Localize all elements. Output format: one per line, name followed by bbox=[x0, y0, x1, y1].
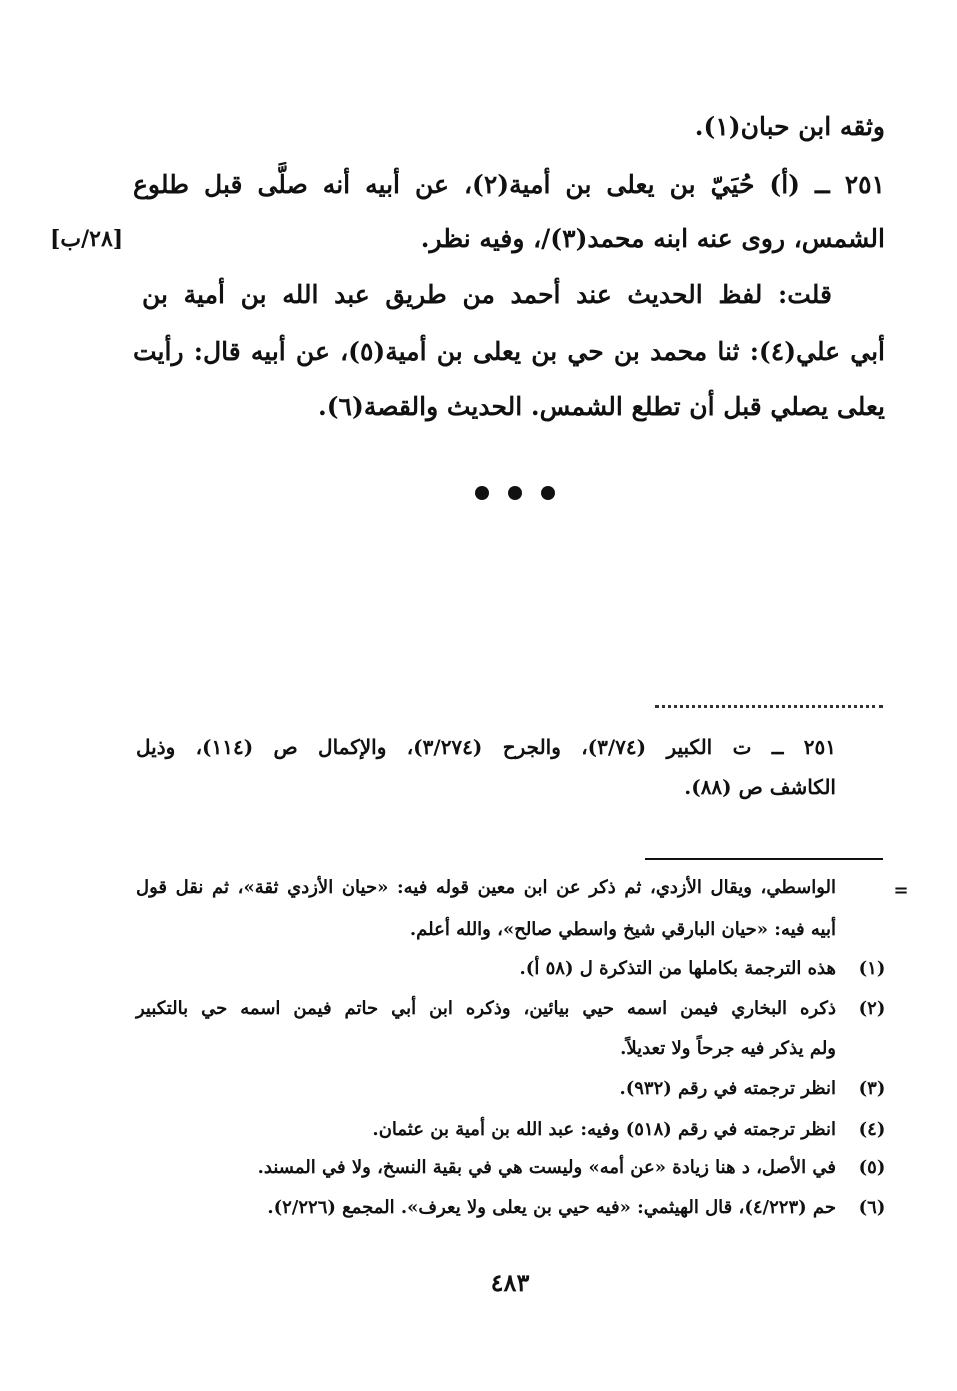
footnote-1-number: (١) bbox=[858, 958, 886, 979]
manuscript-folio-marker: [٢٨/ب] bbox=[50, 226, 124, 252]
footnote-separator-rule bbox=[645, 858, 883, 860]
footnote-4-number: (٤) bbox=[858, 1119, 886, 1140]
footnote-2-line-1: ذكره البخاري فيمن اسمه حيي بيائين، وذكره ابن أبي حاتم فيمن اسمه حي بالتكبير bbox=[136, 998, 836, 1019]
footnote-2-line-2: ولم يذكر فيه جرحاً ولا تعديلاً. bbox=[620, 1038, 836, 1059]
main-text-line-1: وثقه ابن حبان(١). bbox=[694, 112, 885, 141]
source-note-dotted-rule bbox=[655, 705, 883, 708]
separator-dot-icon bbox=[541, 486, 555, 500]
main-text-line-6: يعلى يصلي قبل أن تطلع الشمس. الحديث والقصة(٦). bbox=[318, 392, 885, 421]
footnote-6-number: (٦) bbox=[858, 1197, 886, 1218]
footnote-1-text: هذه الترجمة بكاملها من التذكرة ل (٥٨ أ). bbox=[519, 958, 836, 979]
footnote-5-text: في الأصل، د هنا زيادة «عن أمه» وليست هي في بقية النسخ، ولا في المسند. bbox=[257, 1157, 836, 1178]
source-note-line-1: ٢٥١ ــ ت الكبير (٣/٧٤)، والجرح (٣/٢٧٤)، والإكمال ص (١١٤)، وذيل bbox=[136, 735, 836, 759]
footnote-3-text: انظر ترجمته في رقم (٩٣٢). bbox=[619, 1078, 836, 1099]
footnote-2-number: (٢) bbox=[858, 998, 886, 1019]
main-text-line-3: الشمس، روى عنه ابنه محمد(٣)/، وفيه نظر. bbox=[420, 224, 885, 253]
footnote-5-number: (٥) bbox=[858, 1157, 886, 1178]
main-text-line-5: أبي علي(٤): ثنا محمد بن حي بن يعلى بن أمية(٥)، عن أبيه قال: رأيت bbox=[133, 337, 885, 366]
separator-dot-icon bbox=[475, 486, 489, 500]
main-text-line-2: ٢٥١ ــ (أ) حُيَيّ بن يعلى بن أمية(٢)، عن أبيه أنه صلَّى قبل طلوع bbox=[133, 170, 885, 199]
section-separator-dots bbox=[475, 485, 555, 501]
source-note-line-2: الكاشف ص (٨٨). bbox=[684, 775, 836, 799]
footnote-4-text: انظر ترجمته في رقم (٥١٨) وفيه: عبد الله بن أمية بن عثمان. bbox=[372, 1119, 836, 1140]
footnote-6-text: حم (٤/٢٢٣)، قال الهيثمي: «فيه حيي بن يعلى ولا يعرف». المجمع (٢/٢٢٦). bbox=[267, 1197, 836, 1218]
main-text-line-4: قلت: لفظ الحديث عند أحمد من طريق عبد الله بن أمية بن bbox=[142, 280, 832, 309]
footnote-continuation-line-1: الواسطي، ويقال الأزدي، ثم ذكر عن ابن معين قوله فيه: «حيان الأزدي ثقة»، ثم نقل قول bbox=[136, 877, 836, 898]
separator-dot-icon bbox=[508, 486, 522, 500]
page-number: ٤٨٣ bbox=[490, 1268, 530, 1297]
footnote-continuation-line-2: أبيه فيه: «حيان البارقي شيخ واسطي صالح»، والله أعلم. bbox=[409, 919, 836, 940]
footnote-3-number: (٣) bbox=[858, 1078, 886, 1099]
continuation-marker: = bbox=[893, 880, 909, 901]
